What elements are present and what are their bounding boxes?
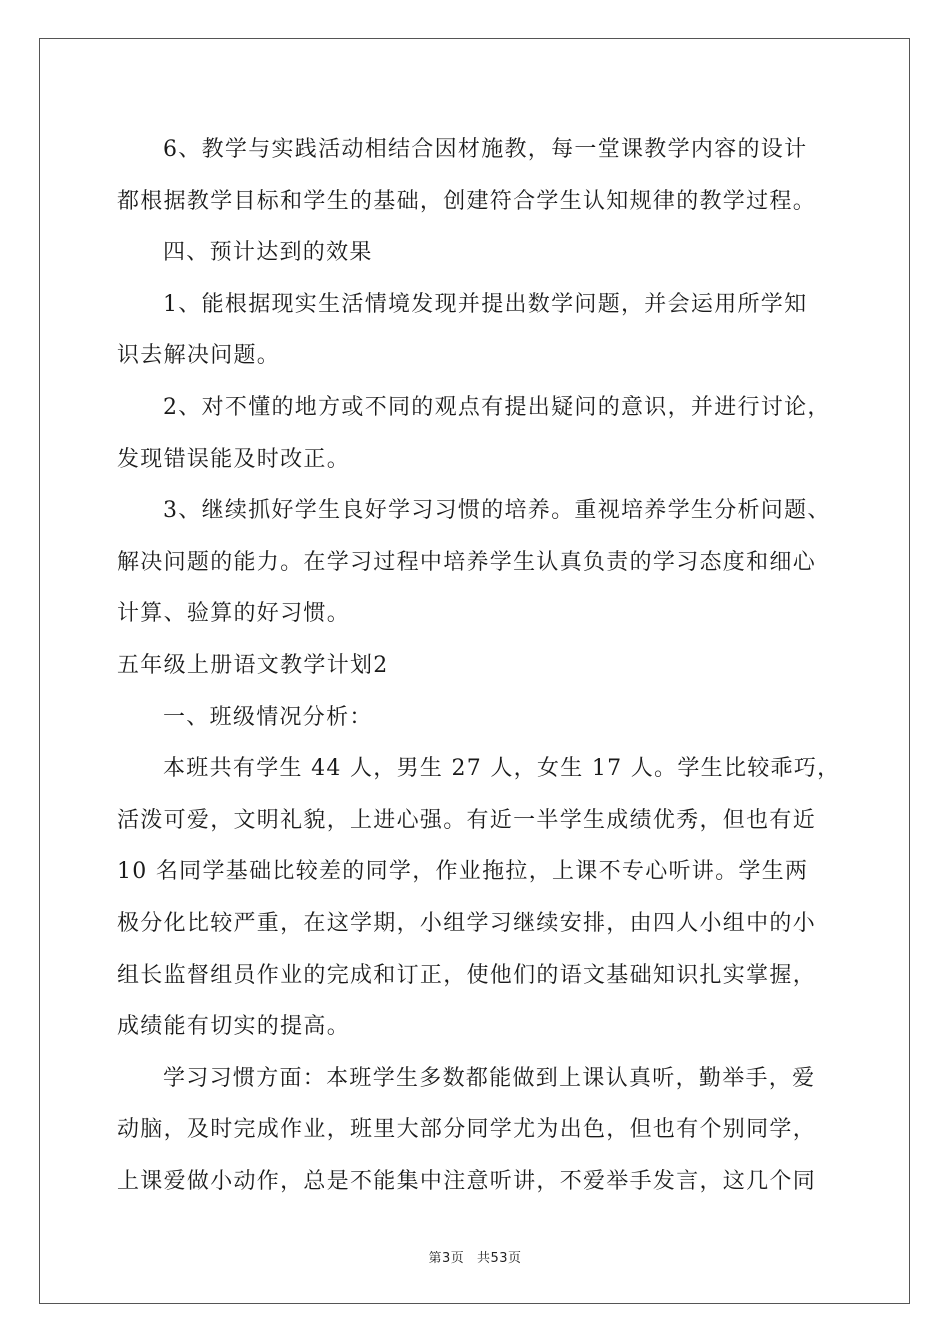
text-line: 组长监督组员作业的完成和订正，使他们的语文基础知识扎实掌握， <box>117 962 817 988</box>
text-line: 3、继续抓好学生良好学习习惯的培养。重视培养学生分析问题、 <box>163 498 831 524</box>
text-line: 一、班级情况分析： <box>163 704 373 730</box>
text-line: 识去解决问题。 <box>117 343 281 369</box>
current-page-label: 第3页 <box>428 1251 465 1266</box>
text-line: 1、能根据现实生活情境发现并提出数学问题，并会运用所学知 <box>163 291 808 317</box>
page-footer <box>0 1247 950 1266</box>
text-line: 本班共有学生 44 人，男生 27 人，女生 17 人。学生比较乖巧， <box>163 756 841 782</box>
text-line: 解决问题的能力。在学习过程中培养学生认真负责的学习态度和细心 <box>117 549 817 575</box>
text-line: 2、对不懂的地方或不同的观点有提出疑问的意识，并进行讨论， <box>163 394 831 420</box>
text-line: 学习习惯方面：本班学生多数都能做到上课认真听，勤举手，爱 <box>163 1065 816 1091</box>
text-line: 极分化比较严重，在这学期，小组学习继续安排，由四人小组中的小 <box>117 910 817 936</box>
text-line: 四、预计达到的效果 <box>163 240 373 266</box>
text-line: 6、教学与实践活动相结合因材施教，每一堂课教学内容的设计 <box>163 137 808 162</box>
text-line: 计算、验算的好习惯。 <box>117 601 351 627</box>
text-line: 10 名同学基础比较差的同学，作业拖拉，上课不专心听讲。学生两 <box>117 859 809 885</box>
text-line: 都根据教学目标和学生的基础，创建符合学生认知规律的教学过程。 <box>117 188 817 214</box>
text-line: 发现错误能及时改正。 <box>117 446 351 472</box>
text-line: 成绩能有切实的提高。 <box>117 1014 351 1040</box>
text-line: 上课爱做小动作，总是不能集中注意听讲，不爱举手发言，这几个同 <box>117 1168 817 1194</box>
text-line: 动脑，及时完成作业，班里大部分同学尤为出色，但也有个别同学， <box>117 1117 817 1143</box>
text-line: 五年级上册语文教学计划2 <box>117 652 389 678</box>
document-body <box>117 124 857 1207</box>
total-pages-label: 共53页 <box>476 1251 522 1266</box>
text-line: 活泼可爱，文明礼貌，上进心强。有近一半学生成绩优秀，但也有近 <box>117 807 817 833</box>
